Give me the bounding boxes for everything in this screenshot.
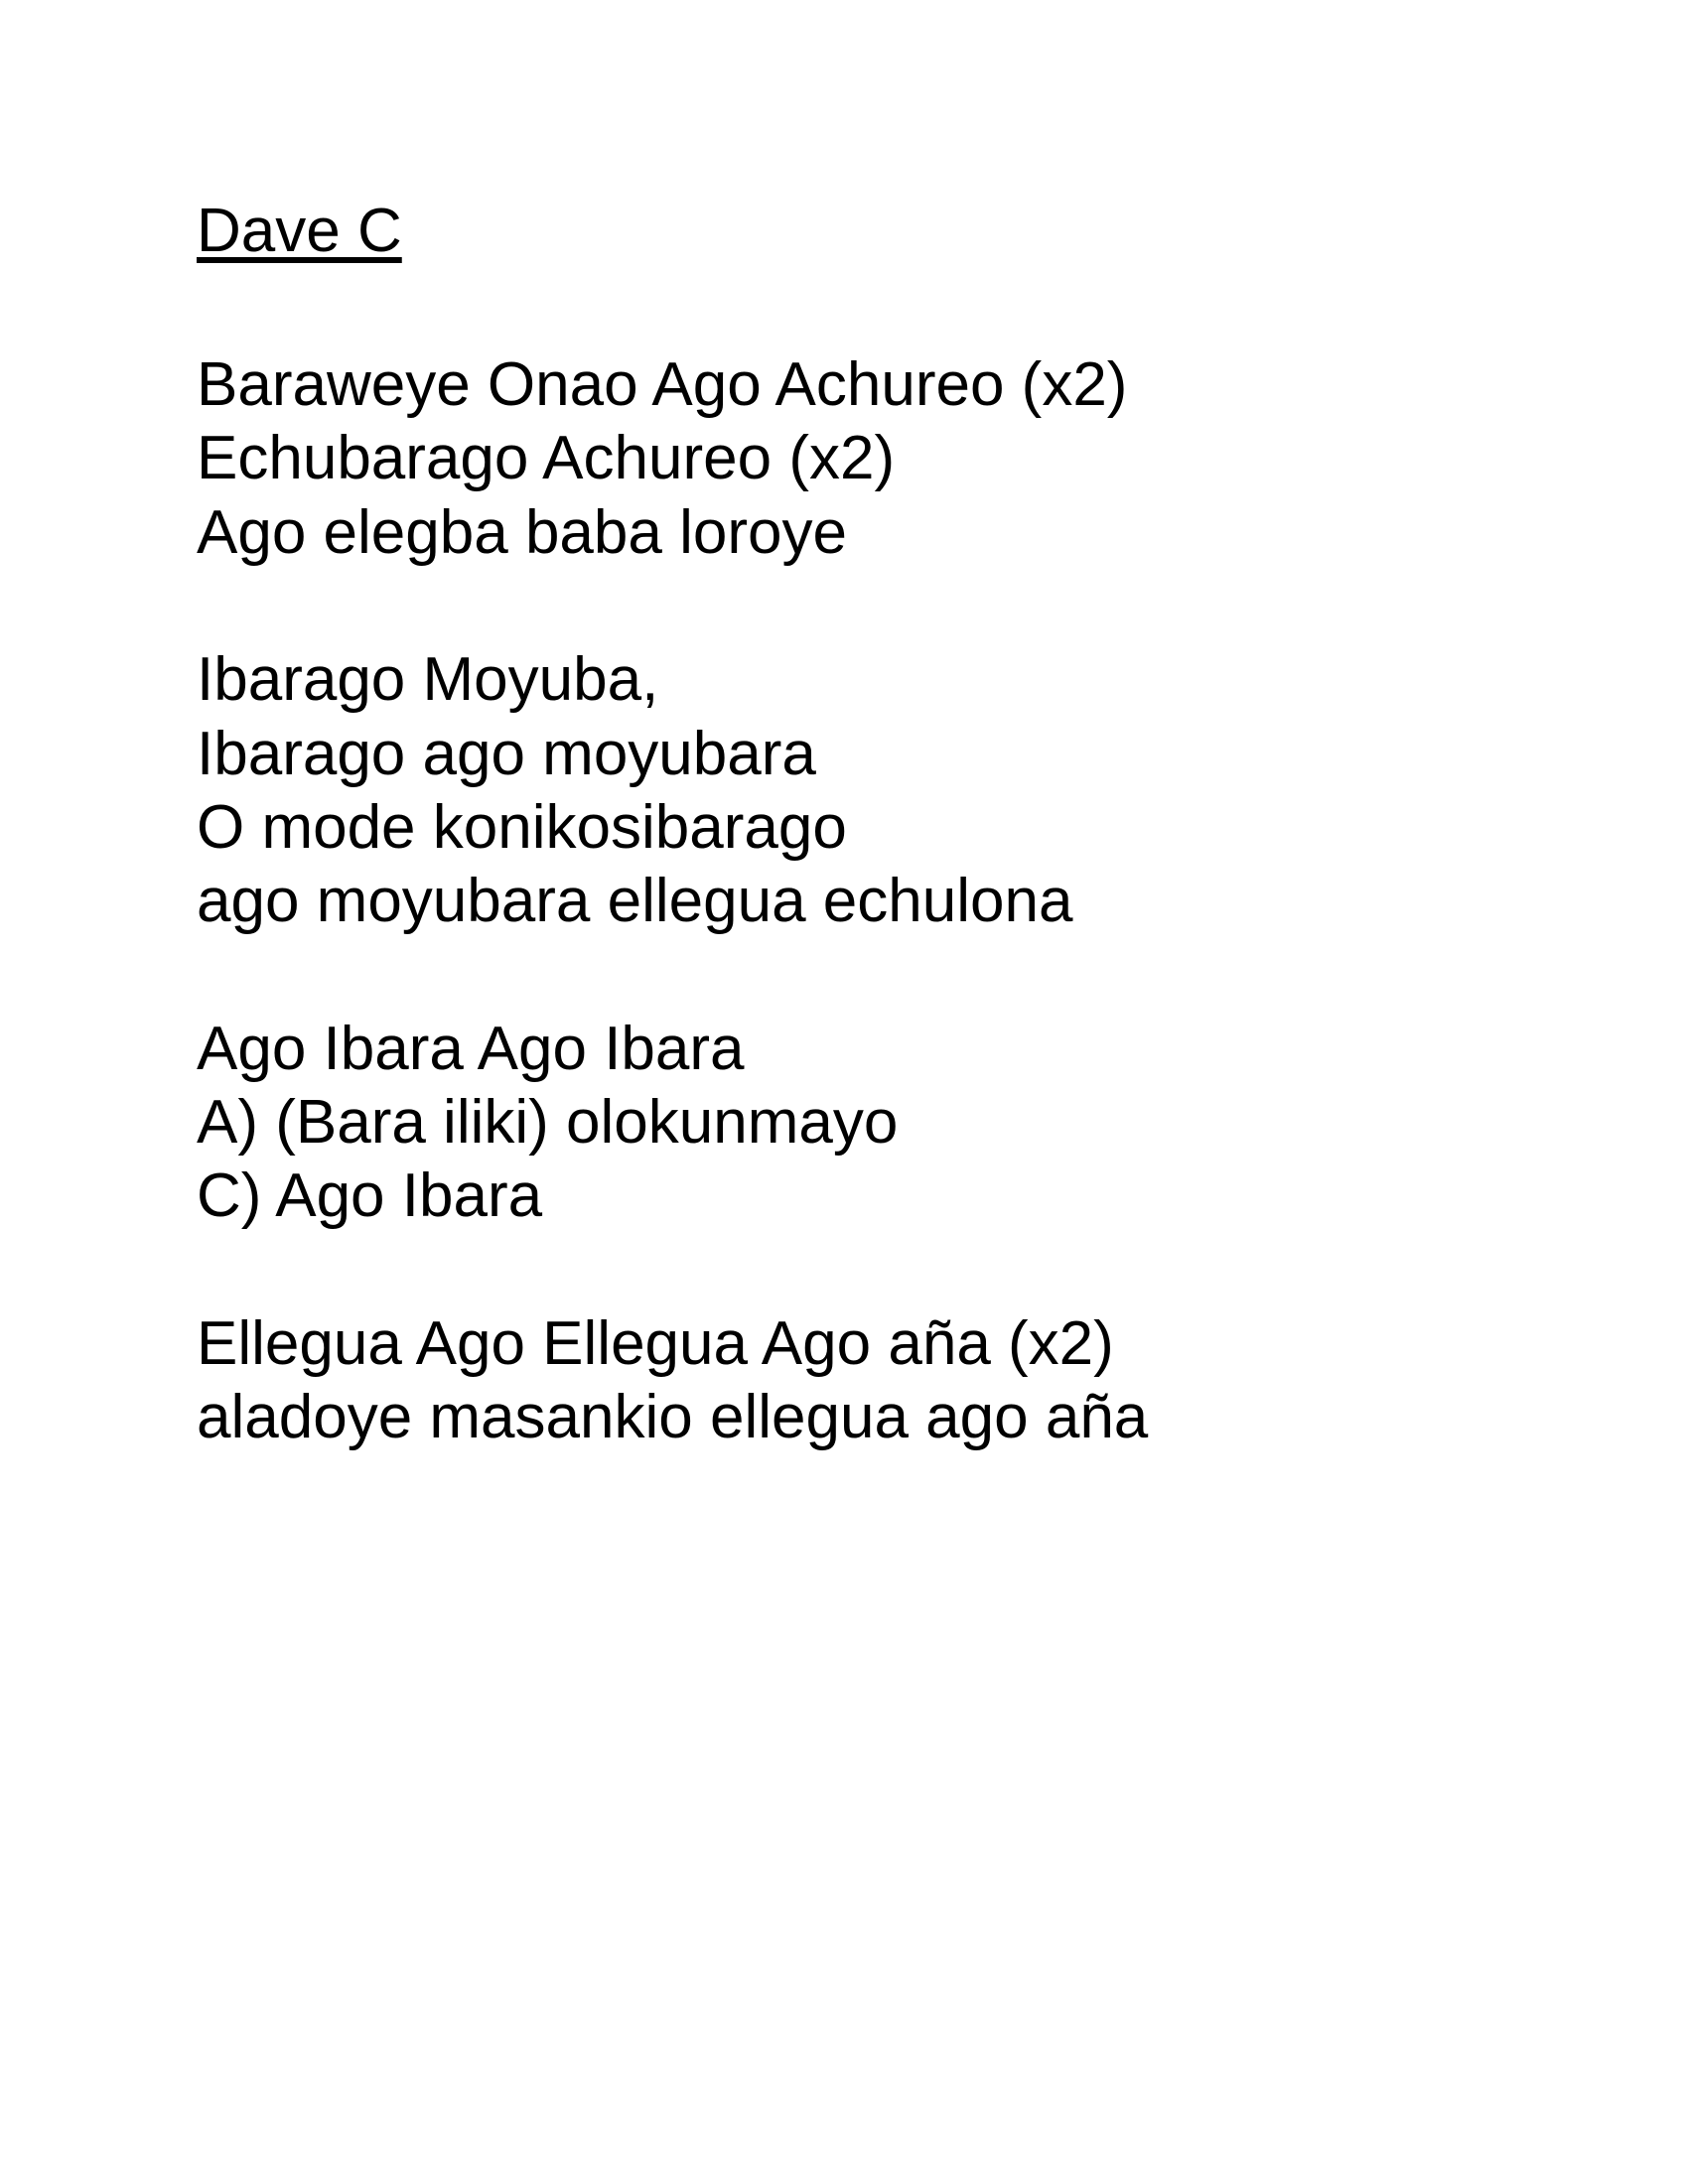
lyric-line: Ibarago Moyuba, bbox=[197, 645, 659, 715]
lyric-line: ago moyubara ellegua echulona bbox=[197, 867, 1073, 936]
page-title: Dave C bbox=[197, 197, 402, 265]
stanza-1 bbox=[197, 348, 1688, 570]
lyric-line: aladoye masankio ellegua ago aña bbox=[197, 1383, 1149, 1452]
lyric-line: C) Ago Ibara bbox=[197, 1161, 543, 1231]
lyric-line: Baraweye Onao Ago Achureo (x2) bbox=[197, 349, 1128, 419]
stanza-4 bbox=[197, 1307, 1688, 1455]
spacer bbox=[197, 275, 1688, 348]
lyric-line: Ibarago ago moyubara bbox=[197, 719, 816, 788]
stanza-3 bbox=[197, 1013, 1688, 1234]
lyric-line: Echubarago Achureo (x2) bbox=[197, 424, 896, 493]
lyric-line: Ago Ibara Ago Ibara bbox=[197, 1014, 745, 1083]
spacer bbox=[197, 1234, 1688, 1307]
spacer bbox=[197, 570, 1688, 643]
lyric-line: Ellegua Ago Ellegua Ago aña (x2) bbox=[197, 1308, 1114, 1378]
spacer bbox=[197, 939, 1688, 1013]
stanza-2 bbox=[197, 643, 1688, 939]
lyric-line: O mode konikosibarago bbox=[197, 792, 847, 862]
lyric-line: Ago elegba baba loroye bbox=[197, 497, 847, 567]
lyric-line: A) (Bara iliki) olokunmayo bbox=[197, 1088, 899, 1158]
